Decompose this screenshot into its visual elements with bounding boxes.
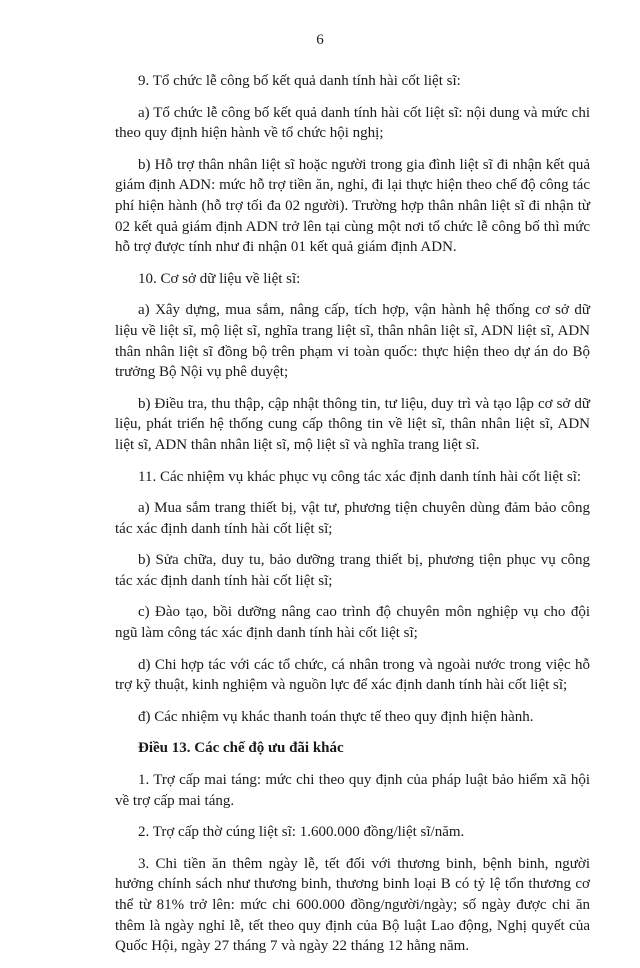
clause-9b: b) Hỗ trợ thân nhân liệt sĩ hoặc người trong gia đình liệt sĩ đi nhận kết quả giám định ADN: mức hỗ trợ tiền ăn, nghỉ, đi lại thực hiện theo chế độ công tác phí hiện hành (hỗ trợ tối đa 02 người). Trường hợp thân nhân liệt sĩ đi nhận từ 02 kết quả giám định ADN trở lên tại cùng một nơi tổ chức lễ công bố thì mức hỗ trợ được tính như đi nhận 01 kết quả giám định ADN. — [115, 156, 590, 256]
article-13-title: Điều 13. Các chế độ ưu đãi khác — [138, 740, 344, 757]
clause-10-heading: 10. Cơ sở dữ liệu về liệt sĩ: — [138, 270, 301, 287]
clause-11-heading: 11. Các nhiệm vụ khác phục vụ công tác xác định danh tính hài cốt liệt sĩ: — [138, 468, 582, 485]
article-13-item-3: 3. Chi tiền ăn thêm ngày lễ, tết đối với thương binh, bệnh binh, người hưởng chính sách như thương binh, thương binh loại B có tỷ lệ tổn thương cơ thể từ 81% trở lên: mức chi 600.000 đồng/người/ngày; số ngày được chi ăn thêm là ngày nghỉ lễ, tết theo quy định của Bộ luật Lao động, Nghị quyết của Quốc Hội, ngày 27 tháng 7 và ngày 22 tháng 12 hằng năm. — [115, 855, 590, 955]
clause-11c: c) Đào tạo, bồi dưỡng nâng cao trình độ chuyên môn nghiệp vụ cho đội ngũ làm công tác xác định danh tính hài cốt liệt sĩ; — [115, 604, 590, 642]
document-body — [115, 71, 590, 968]
article-13-item-2: 2. Trợ cấp thờ cúng liệt sĩ: 1.600.000 đồng/liệt sĩ/năm. — [138, 824, 465, 841]
clause-9-heading: 9. Tổ chức lễ công bố kết quả danh tính hài cốt liệt sĩ: — [138, 73, 461, 89]
clause-10a: a) Xây dựng, mua sắm, nâng cấp, tích hợp, vận hành hệ thống cơ sở dữ liệu về liệt sĩ, mộ liệt sĩ, nghĩa trang liệt sĩ, thân nhân liệt sĩ, ADN liệt sĩ, ADN thân nhân liệt sĩ đồng bộ trên phạm vi toàn quốc: thực hiện theo dự án do Bộ trưởng Bộ Nội vụ phê duyệt; — [115, 302, 590, 381]
clause-11b: b) Sửa chữa, duy tu, bảo dưỡng trang thiết bị, phương tiện phục vụ công tác xác định danh tính hài cốt liệt sĩ; — [115, 552, 590, 589]
clause-9a: a) Tổ chức lễ công bố kết quả danh tính hài cốt liệt sĩ: nội dung và mức chi theo quy định hiện hành về tổ chức hội nghị; — [115, 104, 590, 142]
clause-11a: a) Mua sắm trang thiết bị, vật tư, phương tiện chuyên dùng đảm bảo công tác xác định danh tính hài cốt liệt sĩ; — [115, 500, 590, 537]
clause-11dd: đ) Các nhiệm vụ khác thanh toán thực tế theo quy định hiện hành. — [138, 708, 534, 725]
clause-10b: b) Điều tra, thu thập, cập nhật thông tin, tư liệu, duy trì và tạo lập cơ sở dữ liệu, phát triển hệ thống cung cấp thông tin về liệt sĩ, thân nhân liệt sĩ, ADN liệt sĩ, ADN thân nhân liệt sĩ, mộ liệt sĩ và nghĩa trang liệt sĩ. — [115, 395, 590, 453]
clause-11d: d) Chi hợp tác với các tổ chức, cá nhân trong và ngoài nước trong việc hỗ trợ kỹ thuật, kinh nghiệm và nguồn lực để xác định danh tính hài cốt liệt sĩ; — [115, 656, 590, 694]
article-13-item-1: 1. Trợ cấp mai táng: mức chi theo quy định của pháp luật bảo hiểm xã hội về trợ cấp mai táng. — [115, 772, 590, 809]
page-number: 6 — [316, 32, 324, 48]
